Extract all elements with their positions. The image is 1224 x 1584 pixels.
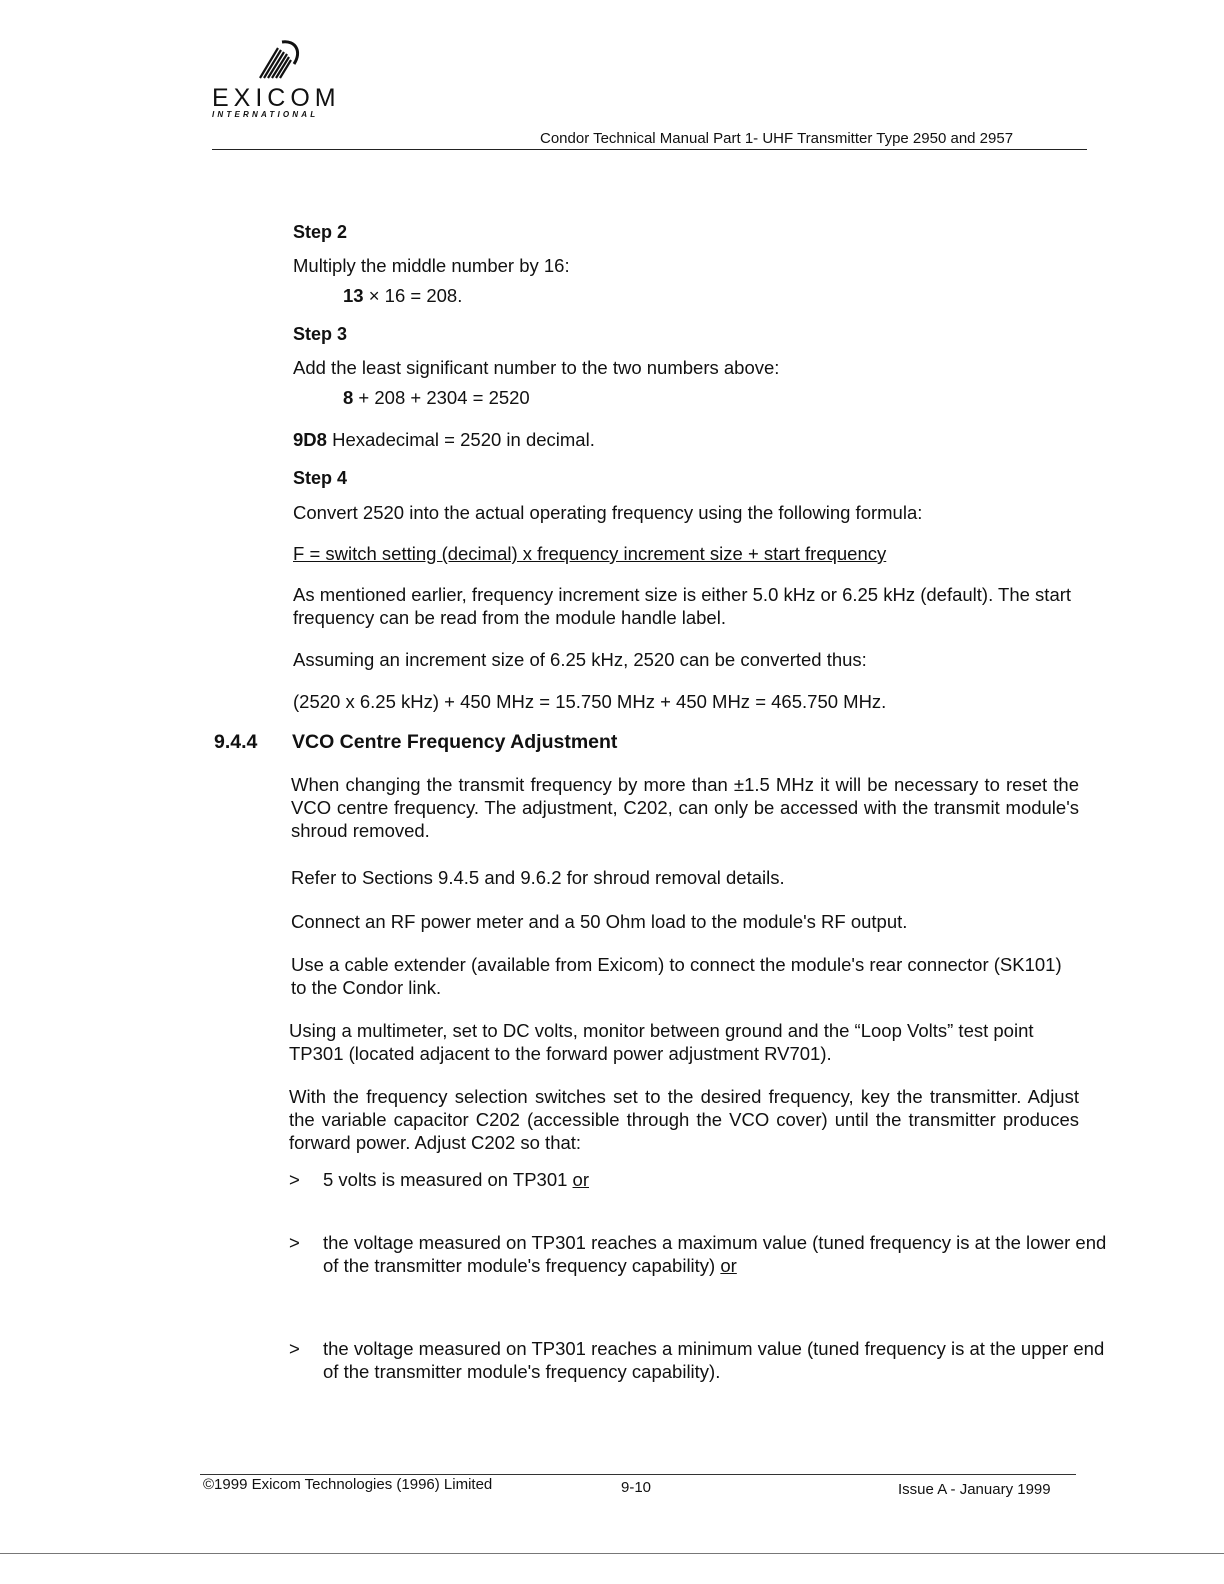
- footer-copyright: ©1999 Exicom Technologies (1996) Limited: [203, 1476, 493, 1493]
- step-3-equation: [343, 386, 530, 409]
- increment-size-paragraph: As mentioned earlier, frequency increment size is either 5.0 kHz or 6.25 kHz (default). The start frequency can be read from the module handle label.: [293, 584, 1072, 628]
- header-title: Condor Technical Manual Part 1- UHF Transmitter Type 2950 and 2957: [540, 130, 1014, 147]
- step-3-eq-rest: + 208 + 2304 = 2520: [353, 387, 530, 408]
- footer-page-number: 9-10: [621, 1479, 652, 1496]
- header-divider: [212, 149, 1087, 150]
- step-2-text: Multiply the middle number by 16:: [293, 255, 570, 276]
- frequency-formula: F = switch setting (decimal) x frequency increment size + start frequency: [293, 543, 887, 564]
- step-2-eq-bold: 13: [343, 285, 364, 306]
- conversion-calculation: (2520 x 6.25 kHz) + 450 MHz = 15.750 MHz + 450 MHz = 465.750 MHz.: [293, 691, 887, 712]
- section-paragraph-2: Refer to Sections 9.4.5 and 9.6.2 for shroud removal details.: [291, 867, 785, 888]
- step-3-heading: Step 3: [293, 324, 348, 344]
- section-paragraph-1: When changing the transmit frequency by more than ±1.5 MHz it will be necessary to reset the VCO centre frequency. The adjustment, C202, can only be accessed with the transmit module's shroud removed.: [291, 774, 1079, 841]
- exicom-logo: [212, 38, 372, 120]
- bullet-marker: >: [289, 1338, 300, 1359]
- bullet-item-2: [289, 1231, 1113, 1277]
- step-4-heading: Step 4: [293, 468, 348, 488]
- exicom-swoosh-icon: [254, 38, 306, 82]
- bullet-marker: >: [289, 1169, 300, 1190]
- logo-subtitle: INTERNATIONAL: [212, 110, 319, 119]
- bullet-marker: >: [289, 1232, 300, 1253]
- section-paragraph-3: Connect an RF power meter and a 50 Ohm load to the module's RF output.: [291, 911, 908, 932]
- step-3-eq-bold: 8: [343, 387, 354, 408]
- conversion-intro: Assuming an increment size of 6.25 kHz, 2520 can be converted thus:: [293, 649, 867, 670]
- hex-conversion-line: [293, 428, 595, 451]
- bullet-text: the voltage measured on TP301 reaches a maximum value (tuned frequency is at the lower end of the transmitter module's frequency capability): [323, 1232, 1107, 1276]
- footer-divider: [200, 1474, 1076, 1475]
- bullet-text: the voltage measured on TP301 reaches a minimum value (tuned frequency is at the upper end of the transmitter module's frequency capability).: [323, 1338, 1105, 1382]
- bullet-suffix: or: [720, 1255, 737, 1276]
- section-paragraph-6: With the frequency selection switches set to the desired frequency, key the transmitter. Adjust the variable capacitor C202 (accessible through the VCO cover) until the transmitter produces forward power. Adjust C202 so that:: [289, 1086, 1079, 1153]
- logo-wordmark: EXICOM: [212, 84, 341, 112]
- bullet-item-3: [289, 1337, 1113, 1383]
- section-paragraph-5: Using a multimeter, set to DC volts, monitor between ground and the “Loop Volts” test point TP301 (located adjacent to the forward power adjustment RV701).: [289, 1020, 1034, 1064]
- section-paragraph-4: Use a cable extender (available from Exicom) to connect the module's rear connector (SK101) to the Condor link.: [291, 954, 1062, 998]
- step-2-heading: Step 2: [293, 222, 348, 242]
- bullet-suffix: or: [572, 1169, 589, 1190]
- bullet-item-1: [289, 1168, 1113, 1191]
- hex-value: 9D8: [293, 429, 327, 450]
- footer-issue: Issue A - January 1999: [898, 1481, 1051, 1498]
- bullet-text: 5 volts is measured on TP301: [323, 1169, 573, 1190]
- step-2-eq-rest: × 16 = 208.: [363, 285, 463, 306]
- scan-bottom-edge: [0, 1553, 1224, 1554]
- step-3-text: Add the least significant number to the two numbers above:: [293, 357, 780, 378]
- section-number: 9.4.4: [214, 731, 258, 753]
- section-title: VCO Centre Frequency Adjustment: [292, 731, 618, 753]
- step-2-equation: [343, 284, 462, 307]
- hex-rest: Hexadecimal = 2520 in decimal.: [326, 429, 595, 450]
- step-4-text: Convert 2520 into the actual operating frequency using the following formula:: [293, 502, 923, 523]
